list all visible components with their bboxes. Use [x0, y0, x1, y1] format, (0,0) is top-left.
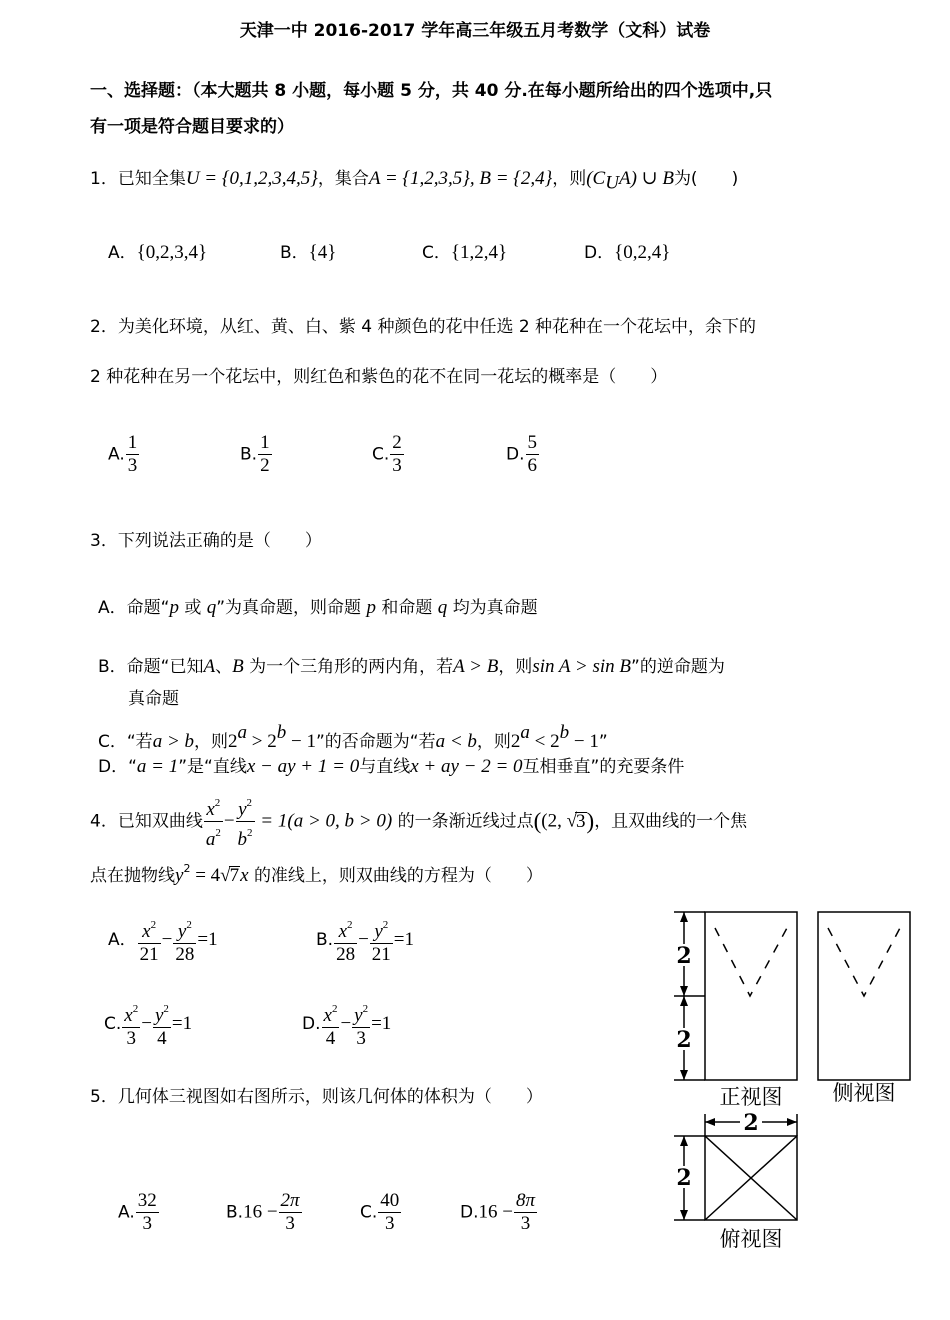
q3-option-b-line2: 真命题 — [128, 689, 179, 709]
question-1-stem: 1．已知全集U = {0,1,2,3,4,5}，集合A = {1,2,3,5}, B = {2,4}，则$(C_UA)$ ∪ B为( ) — [90, 168, 739, 194]
front-view-rect — [705, 912, 797, 1080]
dim-label-top-depth: 2 — [676, 1165, 692, 1191]
question-4-line1: 4．已知双曲线 $\frac{x^2}{a^2}$ − $\frac{y^2}{b^2}$ = 1(a > 0, b > 0) 的一条渐近线过点((2, √3)，且双曲线的一个焦 — [90, 792, 747, 851]
q3-option-c: C．“若a > b，则$2^a > 2^b - 1$”的否命题为“若a < b，则$2^a < 2^b - 1$” — [98, 722, 608, 752]
q2-option-b: B. $\frac{1}{2}$ — [240, 432, 270, 476]
q1-option-d: D．{0,2,4} — [584, 242, 671, 263]
side-view-hidden-cone — [828, 928, 900, 996]
top-view-label: 俯视图 — [719, 1227, 783, 1251]
question-4-line2: 点在抛物线$y^2 = 4√7x$ 的准线上，则双曲线的方程为（ ） — [90, 862, 543, 886]
page-title: 天津一中 2016-2017 学年高三年级五月考数学（文科）试卷 — [239, 21, 711, 41]
q5-option-d: D.16 − $\frac{8\pi}{3}$ — [460, 1190, 535, 1234]
q4-option-d: D. $\frac{x^2}{4}$ − $\frac{y^2}{3}$ =1 — [302, 998, 391, 1050]
dim-label-front-top: 2 — [676, 943, 692, 969]
front-view-label: 正视图 — [719, 1085, 783, 1109]
q3-option-b: B．命题“已知A、B 为一个三角形的两内角，若A > B，则sin A > sin B”的逆命题为 — [98, 656, 725, 677]
q2-option-d: D. $\frac{5}{6}$ — [506, 432, 537, 476]
q1-option-a: A．{0,2,3,4} — [108, 242, 208, 263]
section-heading-line2: 有一项是符合题目要求的） — [90, 117, 294, 137]
q1-option-c: C．{1,2,4} — [422, 242, 508, 263]
dim-label-top-width: 2 — [743, 1110, 759, 1136]
side-view-label: 侧视图 — [832, 1081, 896, 1105]
q4-option-c: C. $\frac{x^2}{3}$ − $\frac{y^2}{4}$ =1 — [104, 998, 192, 1050]
q2-option-a: A. $\frac{1}{3}$ — [108, 432, 138, 476]
dim-label-front-bottom: 2 — [676, 1027, 692, 1053]
q4-option-a: A． $\frac{x^2}{21}$ − $\frac{y^2}{28}$ =1 — [108, 914, 218, 966]
q5-option-c: C. $\frac{40}{3}$ — [360, 1190, 400, 1234]
q3-option-a: A．命题“p 或 q”为真命题，则命题 p 和命题 q 均为真命题 — [98, 597, 538, 618]
question-3-stem: 3．下列说法正确的是（ ） — [90, 531, 322, 551]
q1-option-b: B．{4} — [280, 242, 337, 263]
three-view-figure — [660, 900, 920, 1260]
q5-option-a: A. $\frac{32}{3}$ — [118, 1190, 157, 1234]
front-view-hidden-cone — [715, 928, 787, 996]
question-5-stem: 5．几何体三视图如右图所示，则该几何体的体积为（ ） — [90, 1087, 543, 1107]
q5-option-b: B.16 − $\frac{2\pi}{3}$ — [226, 1190, 300, 1234]
question-2-line2: 2 种花种在另一个花坛中，则红色和紫色的花不在同一花坛的概率是（ ） — [90, 367, 668, 387]
q3-option-d: D．“a = 1”是“直线x − ay + 1 = 0与直线x + ay − 2 = 0互相垂直”的充要条件 — [98, 756, 685, 777]
q2-option-c: C. $\frac{2}{3}$ — [372, 432, 402, 476]
section-heading-line1: 一、选择题：（本大题共 8 小题，每小题 5 分，共 40 分.在每小题所给出的四个选项中,只 — [90, 81, 773, 101]
q4-option-b: B. $\frac{x^2}{28}$ − $\frac{y^2}{21}$ =1 — [316, 914, 414, 966]
question-2-line1: 2．为美化环境，从红、黄、白、紫 4 种颜色的花中任选 2 种花种在一个花坛中，余下的 — [90, 317, 757, 337]
